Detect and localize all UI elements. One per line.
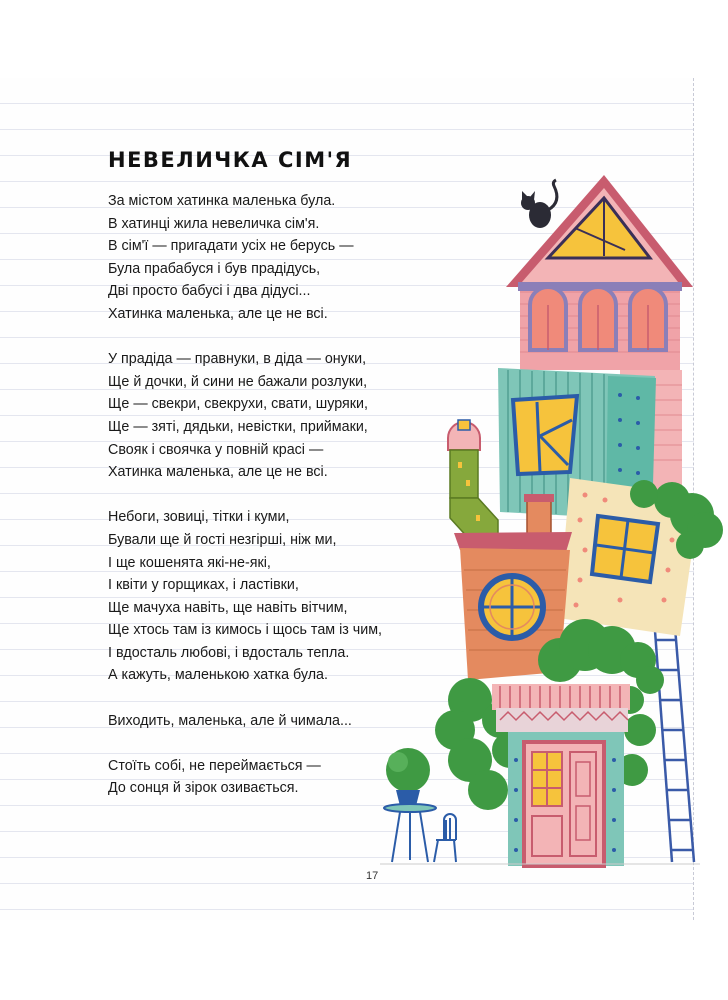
potted-tree-icon: [386, 748, 430, 806]
poem-line: Виходить, маленька, але й чимала...: [108, 712, 352, 729]
poem-line: І квіти у горщиках, і ластівки,: [108, 577, 299, 594]
poem-line: Ще й дочки, й сини не бажали розлуки,: [108, 373, 368, 390]
poem-line: Хатинка маленька, але це не всі.: [108, 464, 328, 481]
poem-line: Стоїть собі, не переймається —: [108, 757, 321, 774]
cafe-table-icon: [384, 804, 436, 862]
poem-line: Була прабабуся і був прадідусь,: [108, 260, 321, 277]
poem-line: До сонця й зірок озивається.: [108, 780, 299, 797]
poem-line: Ще — зяті, дядьки, невістки, приймаки,: [108, 418, 368, 435]
house-illustration: [380, 170, 728, 870]
poem-line: Ще — свекри, свекрухи, свати, шуряки,: [108, 396, 368, 413]
cat-icon: [521, 180, 557, 228]
poem-line: Бували ще й гості незгірші, ніж ми,: [108, 531, 337, 548]
poem-line: Ще мачуха навіть, ще навіть вітчим,: [108, 599, 348, 616]
poem-line: За містом хатинка маленька була.: [108, 193, 336, 209]
chair-icon: [434, 814, 456, 862]
door-icon: [524, 742, 604, 866]
poem-line: В хатинці жила невеличка сім'я.: [108, 215, 320, 232]
poem-line: У прадіда — правнуки, в діда — онуки,: [108, 351, 367, 368]
poem-title: НЕВЕЛИЧКА СІМ'Я: [108, 148, 353, 172]
page-number: 17: [366, 870, 379, 882]
poem-line: А кажуть, маленькою хатка була.: [108, 667, 328, 684]
poem-line: В сім'ї — пригадати усіх не берусь —: [108, 238, 354, 255]
poem-line: Небоги, зовиці, тітки і куми,: [108, 509, 290, 526]
awning: [492, 684, 630, 732]
poem-line: І ще кошенята які-не-які,: [108, 554, 271, 571]
poem-line: Дві просто бабусі і два дідусі...: [108, 283, 311, 300]
poem-line: Хатинка маленька, але це не всі.: [108, 305, 328, 322]
poem-line: Ще хтось там із кимось і щось там із чим,: [108, 622, 383, 639]
poem-line: Свояк і своячка у повній красі —: [108, 441, 324, 458]
poem-line: І вдосталь любові, і вдосталь тепла.: [108, 644, 350, 661]
chimney-pipe: [448, 420, 498, 540]
